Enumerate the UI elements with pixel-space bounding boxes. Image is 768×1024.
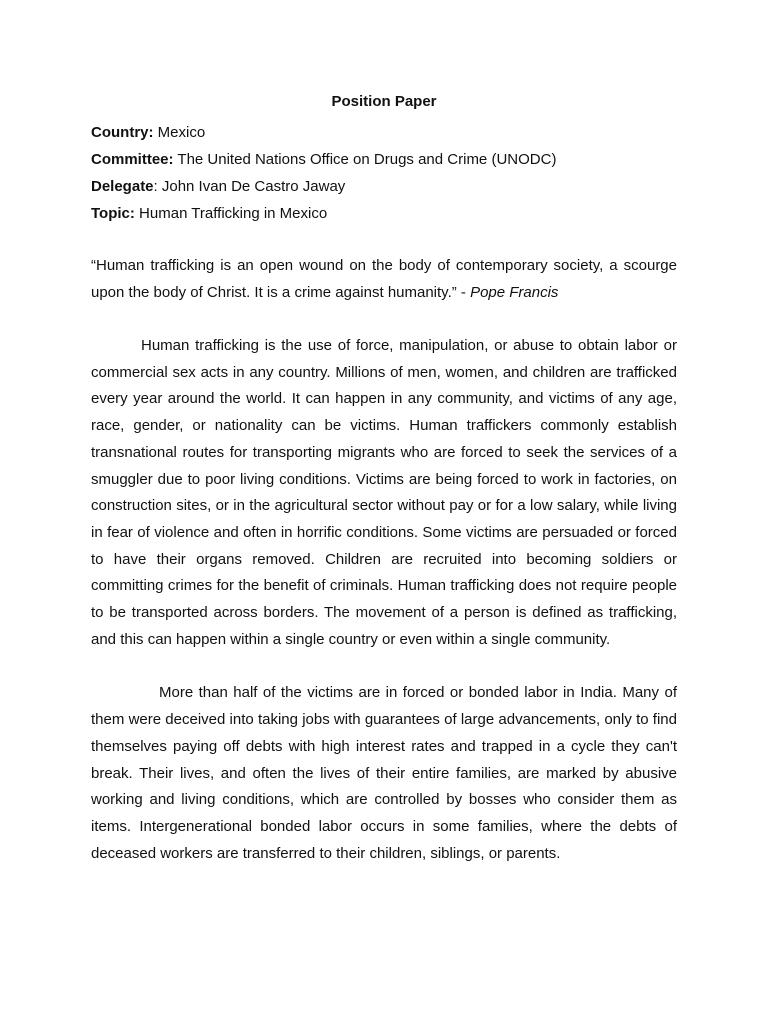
topic-line (91, 200, 677, 227)
topic-label: Topic: (91, 205, 135, 222)
page-title: Position Paper (331, 93, 437, 110)
committee-label: Committee: (91, 151, 174, 168)
committee-value: The United Nations Office on Drugs and Crime (UNODC) (173, 151, 557, 168)
country-value: Mexico (153, 124, 206, 141)
delegate-value: : John Ivan De Castro Jaway (153, 178, 346, 195)
delegate-line (91, 173, 677, 200)
quote-author: Pope Francis (470, 284, 559, 301)
paragraph-2: More than half of the victims are in forced or bonded labor in India. Many of them were deceived into taking jobs with guarantees of large advancements, only to find themselves paying off debts with high interest rates and trapped in a cycle they can't break. Their lives, and often the lives of their entire families, are marked by abusive working and living conditions, which are controlled by bosses who consider them as items. Intergenerational bonded labor occurs in some families, where the debts of deceased workers are transferred to their children, siblings, or parents. (91, 684, 677, 862)
country-label: Country: (91, 124, 154, 141)
country-line (91, 119, 677, 146)
opening-quote (91, 252, 677, 306)
committee-line (91, 146, 677, 173)
paragraph-1: Human trafficking is the use of force, manipulation, or abuse to obtain labor or commercial sex acts in any country. Millions of men, women, and children are trafficked every year around the world. It can happen in any community, and victims of any age, race, gender, or nationality can be victims. Human traffickers commonly establish transnational routes for transporting migrants who are forced to seek the services of a smuggler due to poor living conditions. Victims are being forced to work in factories, on construction sites, or in the agricultural sector without pay or for a low salary, while living in fear of violence and often in horrific conditions. Some victims are persuaded or forced to have their organs removed. Children are recruited into becoming soldiers or committing crimes for the benefit of criminals. Human trafficking does not require people to be transported across borders. The movement of a person is defined as trafficking, and this can happen within a single country or even within a single community. (91, 337, 677, 648)
quote-text: “Human trafficking is an open wound on the body of contemporary society, a scourge upon the body of Christ. It is a crime against humanity.” - (91, 257, 677, 301)
topic-value: Human Trafficking in Mexico (134, 205, 328, 222)
document-body (91, 92, 677, 867)
delegate-label: Delegate (91, 178, 154, 195)
